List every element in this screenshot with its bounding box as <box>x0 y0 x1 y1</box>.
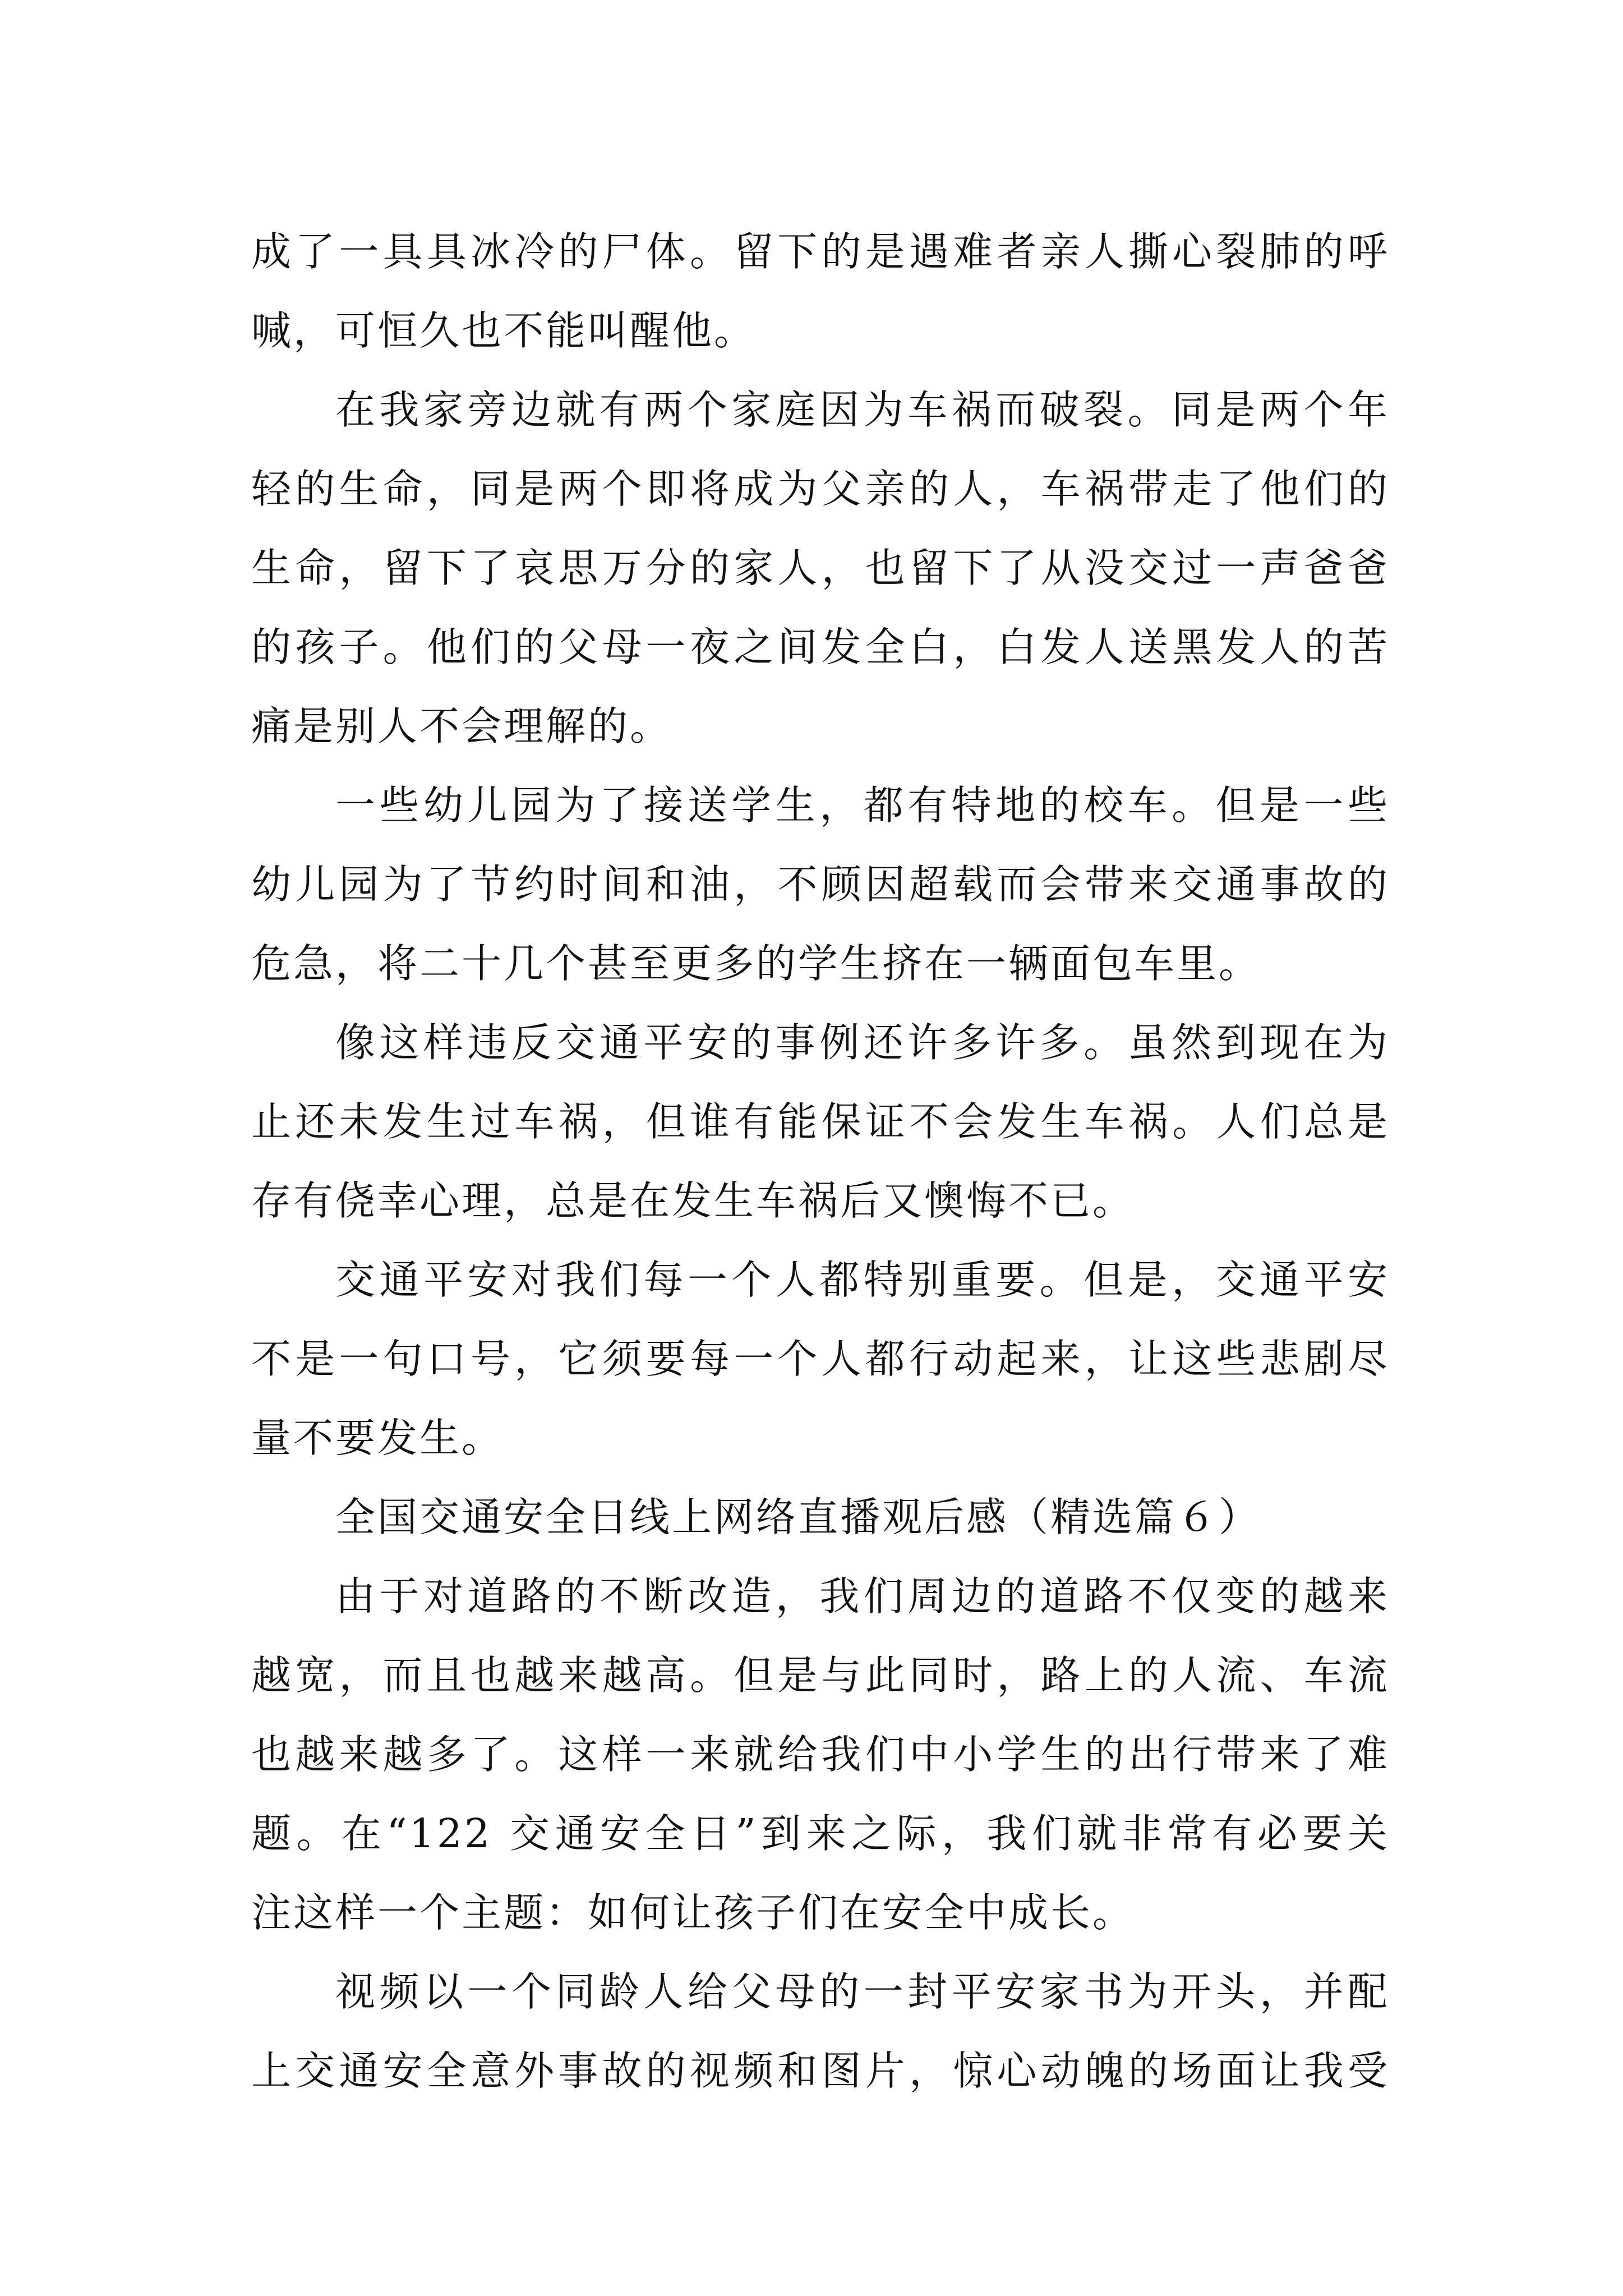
text-line: 生命，留下了哀思万分的家人，也留下了从没交过一声爸爸 <box>251 545 1390 591</box>
paragraph <box>251 370 1390 766</box>
paragraph <box>251 212 1390 370</box>
heading-text: 全国交通安全日线上网络直播观后感（精选篇６） <box>335 1494 1261 1540</box>
text-line: 喊，可恒久也不能叫醒他。 <box>251 307 757 354</box>
text-line: 交通平安对我们每一个人都特别重要。但是，交通平安 <box>335 1257 1390 1303</box>
text-line: 幼儿园为了节约时间和油，不顾因超载而会带来交通事故的 <box>251 861 1390 908</box>
text-line: 在我家旁边就有两个家庭因为车祸而破裂。同是两个年 <box>335 386 1390 433</box>
text-line: 量不要发生。 <box>251 1415 504 1461</box>
text-line: 轻的生命，同是两个即将成为父亲的人，车祸带走了他们的 <box>251 466 1390 512</box>
text-line: 止还未发生过车祸，但谁有能保证不会发生车祸。人们总是 <box>251 1098 1390 1145</box>
text-line: 痛是别人不会理解的。 <box>251 703 672 749</box>
text-line: 越宽，而且也越来越高。但是与此同时，路上的人流、车流 <box>251 1652 1390 1699</box>
paragraph <box>251 1557 1390 1952</box>
text-line: 像这样违反交通平安的事例还许多许多。虽然到现在为 <box>335 1019 1390 1066</box>
paragraph <box>251 1240 1390 1478</box>
section-heading <box>251 1478 1390 1557</box>
text-line: 不是一句口号，它须要每一个人都行动起来，让这些悲剧尽 <box>251 1336 1390 1382</box>
text-line: 危急，将二十几个甚至更多的学生挤在一辆面包车里。 <box>251 940 1261 987</box>
paragraph <box>251 1003 1390 1240</box>
text-line: 的孩子。他们的父母一夜之间发全白，白发人送黑发人的苦 <box>251 624 1390 670</box>
text-line: 由于对道路的不断改造，我们周边的道路不仅变的越来 <box>335 1573 1390 1619</box>
document-body <box>251 212 1390 2110</box>
text-line: 也越来越多了。这样一来就给我们中小学生的出行带来了难 <box>251 1731 1390 1778</box>
text-line: 题。在“122 交通安全日”到来之际，我们就非常有必要关 <box>251 1810 1390 1857</box>
text-line: 注这样一个主题：如何让孩子们在安全中成长。 <box>251 1889 1135 1936</box>
text-line: 一些幼儿园为了接送学生，都有特地的校车。但是一些 <box>335 782 1390 829</box>
text-line: 视频以一个同龄人给父母的一封平安家书为开头，并配 <box>335 1968 1390 2015</box>
paragraph <box>251 766 1390 1003</box>
text-line: 上交通安全意外事故的视频和图片，惊心动魄的场面让我受 <box>251 2047 1390 2094</box>
paragraph <box>251 1952 1390 2110</box>
text-line: 成了一具具冰冷的尸体。留下的是遇难者亲人撕心裂肺的呼 <box>251 228 1390 275</box>
text-line: 存有侥幸心理，总是在发生车祸后又懊悔不已。 <box>251 1177 1135 1224</box>
